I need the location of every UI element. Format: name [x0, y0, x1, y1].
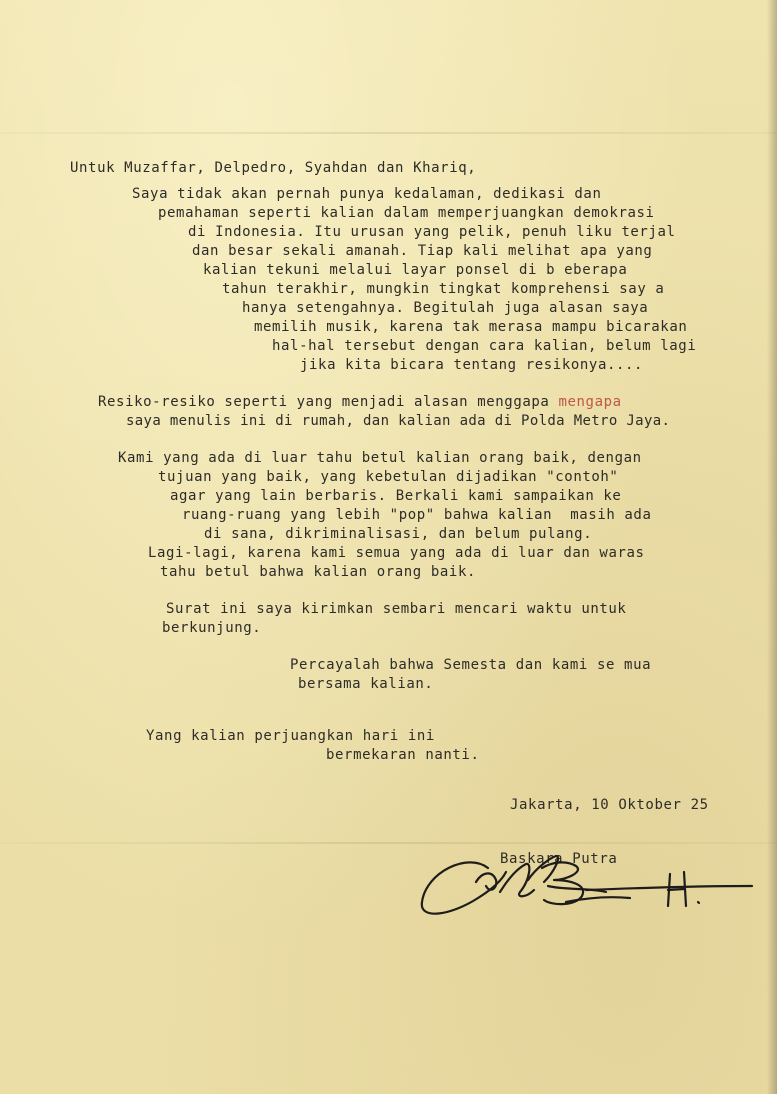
paragraph-6-line-1: Yang kalian perjuangkan hari ini — [146, 728, 435, 744]
paper-right-edge — [767, 0, 777, 1094]
paragraph-3-line-7: tahu betul bahwa kalian orang baik. — [160, 564, 477, 580]
paragraph-1-line-10: jika kita bicara tentang resikonya.... — [300, 357, 644, 373]
place-and-date: Jakarta, 10 Oktober 25 — [510, 797, 709, 813]
paragraph-3-line-6: Lagi-lagi, karena kami semua yang ada di luar dan waras — [148, 545, 645, 561]
paragraph-2-line-2: saya menulis ini di rumah, dan kalian ada di Polda Metro Jaya. — [126, 413, 671, 429]
paragraph-3-line-1: Kami yang ada di luar tahu betul kalian orang baik, dengan — [118, 450, 642, 466]
paragraph-6-line-2: bermekaran nanti. — [326, 747, 480, 763]
paper-fold-bottom — [0, 842, 777, 844]
paragraph-1-line-2: pemahaman seperti kalian dalam memperjuangkan demokrasi — [158, 205, 655, 221]
handwritten-correction: mengapa — [558, 394, 622, 410]
paper-fold-top — [0, 132, 777, 134]
letter-salutation: Untuk Muzaffar, Delpedro, Syahdan dan Khariq, — [70, 160, 477, 176]
paragraph-3-line-2: tujuan yang baik, yang kebetulan dijadikan "contoh" — [158, 469, 619, 485]
paragraph-1-line-7: hanya setengahnya. Begitulah juga alasan saya — [242, 300, 649, 316]
paragraph-5-line-2: bersama kalian. — [298, 676, 434, 692]
signer-name: Baskara Putra — [500, 851, 618, 867]
paragraph-1-line-5: kalian tekuni melalui layar ponsel di b eberapa — [203, 262, 628, 278]
paragraph-1-line-3: di Indonesia. Itu urusan yang pelik, penuh liku terjal — [188, 224, 676, 240]
paragraph-4-line-2: berkunjung. — [162, 620, 262, 636]
paragraph-2-line-1-text: Resiko-resiko seperti yang menjadi alasan menggapa — [98, 394, 559, 410]
handwritten-signature — [416, 846, 756, 926]
paragraph-3-line-5: di sana, dikriminalisasi, dan belum pulang. — [204, 526, 593, 542]
paragraph-3-line-4: ruang-ruang yang lebih "pop" bahwa kalian masih ada — [182, 507, 652, 523]
paragraph-4-line-1: Surat ini saya kirimkan sembari mencari waktu untuk — [166, 601, 627, 617]
paragraph-2-line-1 — [98, 394, 622, 410]
paragraph-3-line-3: agar yang lain berbaris. Berkali kami sampaikan ke — [170, 488, 622, 504]
paragraph-5-line-1: Percayalah bahwa Semesta dan kami se mua — [290, 657, 652, 673]
paragraph-1-line-8: memilih musik, karena tak merasa mampu bicarakan — [254, 319, 688, 335]
paragraph-1-line-4: dan besar sekali amanah. Tiap kali melihat apa yang — [192, 243, 653, 259]
paragraph-1-line-1: Saya tidak akan pernah punya kedalaman, dedikasi dan — [132, 186, 602, 202]
paragraph-1-line-9: hal-hal tersebut dengan cara kalian, belum lagi — [272, 338, 697, 354]
paragraph-1-line-6: tahun terakhir, mungkin tingkat komprehensi say a — [222, 281, 665, 297]
